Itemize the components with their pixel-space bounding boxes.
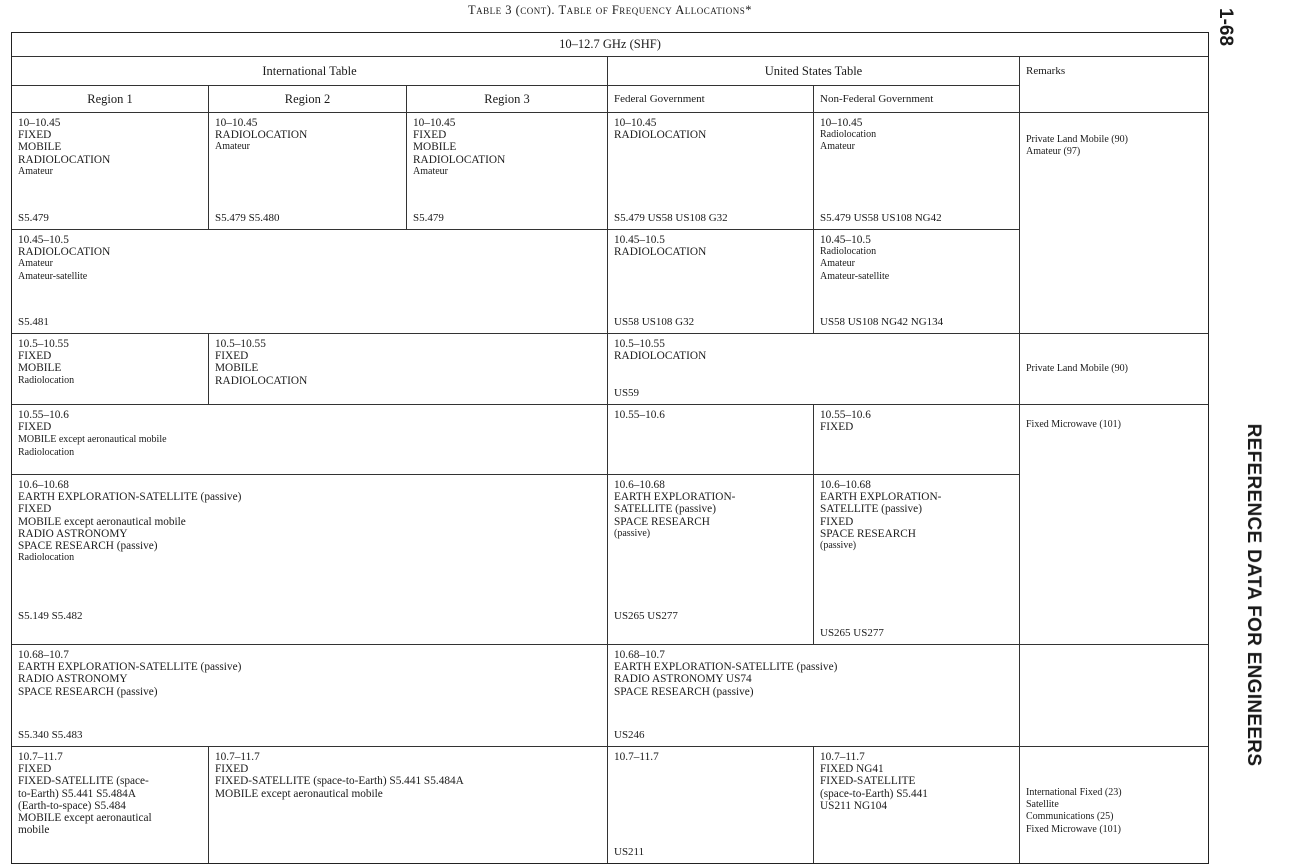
cell-r7-federal: 10.7–11.7 US211 xyxy=(608,747,814,863)
cell-r1-region3: 10–10.45 FIXED MOBILE RADIOLOCATION Amateur S5.479 xyxy=(407,113,608,230)
footnote: S5.340 S5.483 xyxy=(18,728,83,741)
cell-r7-region1: 10.7–11.7 FIXED FIXED-SATELLITE (space- to-Earth) S5.441 S5.484A (Earth-to-space) S5.484 MOBILE except aeronautical mobile xyxy=(12,747,209,863)
table-title: Table 3 (cont). Table of Frequency Allocations* xyxy=(467,3,753,17)
footnote: US246 xyxy=(614,728,645,741)
cell-r3-region2-3: 10.5–10.55 FIXED MOBILE RADIOLOCATION xyxy=(209,334,608,405)
footnote: US265 US277 xyxy=(820,626,884,639)
cell-r6-us: 10.68–10.7 EARTH EXPLORATION-SATELLITE (passive) RADIO ASTRONOMY US74 SPACE RESEARCH (passive) US246 xyxy=(608,645,1020,747)
footnote: S5.479 xyxy=(413,211,444,224)
cell-r1-federal: 10–10.45 RADIOLOCATION S5.479 US58 US108 G32 xyxy=(608,113,814,230)
cell-r2-nonfederal: 10.45–10.5 Radiolocation Amateur Amateur-satellite US58 US108 NG42 NG134 xyxy=(814,230,1020,334)
region3-header: Region 3 xyxy=(407,86,608,113)
cell-r4-international: 10.55–10.6 FIXED MOBILE except aeronautical mobile Radiolocation xyxy=(12,405,608,475)
cell-r2-federal: 10.45–10.5 RADIOLOCATION US58 US108 G32 xyxy=(608,230,814,334)
remarks-header: Remarks xyxy=(1020,57,1208,113)
cell-r1-region2: 10–10.45 RADIOLOCATION Amateur S5.479 S5.480 xyxy=(209,113,407,230)
region1-header: Region 1 xyxy=(12,86,209,113)
footnote: US265 US277 xyxy=(614,609,678,622)
footnote: US59 xyxy=(614,386,640,399)
cell-r4-federal: 10.55–10.6 xyxy=(608,405,814,475)
footnote: US58 US108 G32 xyxy=(614,315,695,328)
cell-r6-remarks xyxy=(1020,645,1208,747)
section-title: REFERENCE DATA FOR ENGINEERS xyxy=(1243,423,1264,767)
cell-r3-us: 10.5–10.55 RADIOLOCATION US59 xyxy=(608,334,1020,405)
cell-r1-region1: 10–10.45 FIXED MOBILE RADIOLOCATION Amateur S5.479 xyxy=(12,113,209,230)
footnote: S5.479 US58 US108 G32 xyxy=(614,211,728,224)
footnote: S5.479 S5.480 xyxy=(215,211,280,224)
cell-r3-remarks: Private Land Mobile (90) xyxy=(1020,334,1208,405)
band-header: 10–12.7 GHz (SHF) xyxy=(12,33,1208,57)
footnote: US211 xyxy=(614,845,645,858)
cell-r3-region1: 10.5–10.55 FIXED MOBILE Radiolocation xyxy=(12,334,209,405)
cell-r7-region2-3: 10.7–11.7 FIXED FIXED-SATELLITE (space-to-Earth) S5.441 S5.484A MOBILE except aeronautical mobile xyxy=(209,747,608,863)
cell-r5-international: 10.6–10.68 EARTH EXPLORATION-SATELLITE (passive) FIXED MOBILE except aeronautical mobile RADIO ASTRONOMY SPACE RESEARCH (passive) Radiolocation S5.149 S5.482 xyxy=(12,475,608,645)
cell-r2-international: 10.45–10.5 RADIOLOCATION Amateur Amateur-satellite S5.481 xyxy=(12,230,608,334)
page-number: 1-68 xyxy=(1215,8,1236,47)
cell-r5-federal: 10.6–10.68 EARTH EXPLORATION- SATELLITE (passive) SPACE RESEARCH (passive) US265 US277 xyxy=(608,475,814,645)
international-table-header: International Table xyxy=(12,57,608,86)
federal-header: Federal Government xyxy=(608,86,814,113)
frequency-allocation-table xyxy=(11,32,1209,864)
footnote: US58 US108 NG42 NG134 xyxy=(820,315,944,328)
us-table-header: United States Table xyxy=(608,57,1020,86)
cell-r4-remarks: Fixed Microwave (101) xyxy=(1020,405,1208,645)
cell-r4-nonfederal: 10.55–10.6 FIXED xyxy=(814,405,1020,475)
footnote: S5.479 xyxy=(18,211,49,224)
nonfederal-header: Non-Federal Government xyxy=(814,86,1020,113)
footnote: S5.479 US58 US108 NG42 xyxy=(820,211,942,224)
cell-r1-nonfederal: 10–10.45 Radiolocation Amateur S5.479 US58 US108 NG42 xyxy=(814,113,1020,230)
cell-r1-remarks: Private Land Mobile (90) Amateur (97) xyxy=(1020,113,1208,334)
cell-r6-international: 10.68–10.7 EARTH EXPLORATION-SATELLITE (passive) RADIO ASTRONOMY SPACE RESEARCH (passive) S5.340 S5.483 xyxy=(12,645,608,747)
cell-r5-nonfederal: 10.6–10.68 EARTH EXPLORATION- SATELLITE (passive) FIXED SPACE RESEARCH (passive) US265 US277 xyxy=(814,475,1020,645)
region2-header: Region 2 xyxy=(209,86,407,113)
cell-r7-nonfederal: 10.7–11.7 FIXED NG41 FIXED-SATELLITE (space-to-Earth) S5.441 US211 NG104 xyxy=(814,747,1020,863)
footnote: S5.149 S5.482 xyxy=(18,609,83,622)
cell-r7-remarks: International Fixed (23) Satellite Communications (25) Fixed Microwave (101) xyxy=(1026,787,1122,835)
footnote: S5.481 xyxy=(18,315,49,328)
